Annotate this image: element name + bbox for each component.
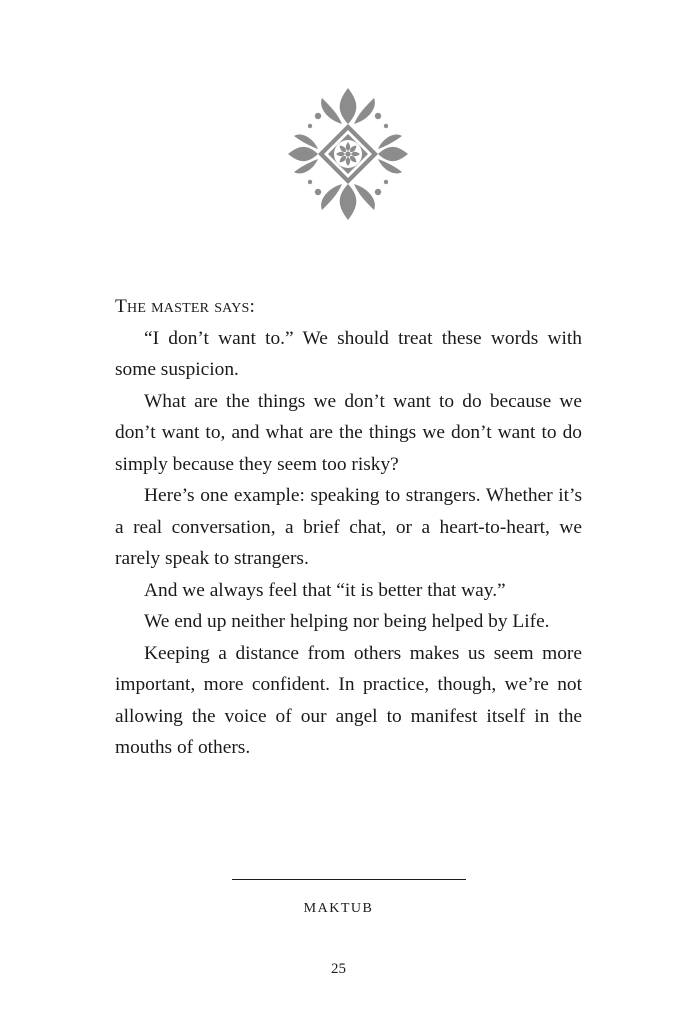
paragraph-5: We end up neither helping nor being helped by Life. — [144, 611, 550, 632]
paragraph-2: What are the things we don’t want to do because we don’t want to, and what are the things we don’t want to do simply because they seem too risky? — [115, 390, 582, 475]
body-text — [115, 291, 582, 764]
paragraph-4: And we always feel that “it is better that way.” — [144, 579, 506, 601]
running-title: MAKTUB — [303, 901, 374, 916]
page-number: 25 — [331, 961, 346, 977]
paragraph-3: Here’s one example: speaking to strangers. Whether it’s a real conversation, a brief chat, or a heart-to-heart, we rarely speak to strangers. — [115, 485, 582, 569]
paragraph-1: “I don’t want to.” We should treat these words with some suspicion. — [115, 327, 582, 380]
section-heading: The master says: — [115, 296, 256, 317]
flower-medallion-icon — [287, 86, 409, 222]
footer-rule — [232, 879, 466, 880]
paragraph-6: Keeping a distance from others makes us seem more important, more confident. In practice, though, we’re not allowing the voice of our angel to manifest itself in the mouths of others. — [115, 642, 582, 758]
